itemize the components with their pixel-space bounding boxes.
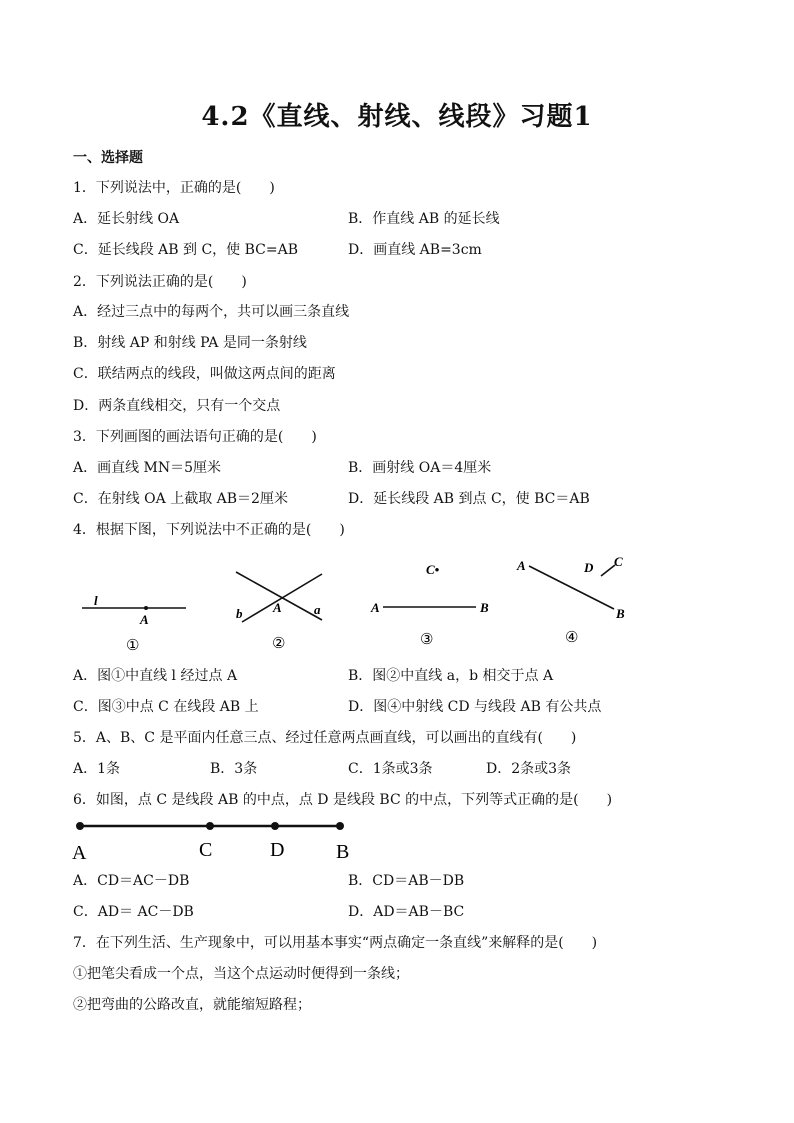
q7-stem: 7．在下列生活、生产现象中，可以用基本事实“两点确定一条直线”来解释的是( ) [73,935,598,951]
fig4-label-a: A [517,558,526,573]
fig2-label-a-point: A [273,600,282,615]
q3-option-a: A．画直线 MN＝5厘米 [73,460,222,476]
q6-option-a: A．CD＝AC－DB [73,873,190,889]
q1-option-b: B．作直线 AB 的延长线 [348,211,500,227]
q4-option-c: C．图③中点 C 在线段 AB 上 [73,699,259,715]
fig3-label-b: B [480,600,489,615]
fig4-ray-cd [601,565,615,576]
q4-figure-4 [516,554,625,646]
q6-label-a: A [72,842,87,864]
page-title: 4.2《直线、射线、线段》习题1 [201,102,593,132]
q6-label-c: C [199,839,213,861]
q4-figures [70,552,670,662]
q6-point-d [271,822,279,830]
q6-point-b [336,822,344,830]
q7-statement-1: ①把笔尖看成一个点，当这个点运动时便得到一条线； [73,966,409,982]
q7-statement-2: ②把弯曲的公路改直，就能缩短路程； [73,997,311,1013]
fig1-label-a: A [140,612,149,627]
fig4-number: ④ [565,630,579,646]
q5-option-a: A．1条 [73,761,121,777]
q4-option-d: D．图④中射线 CD 与线段 AB 有公共点 [348,699,602,715]
fig3-label-c: C• [426,562,440,577]
q2-option-d: D．两条直线相交，只有一个交点 [73,398,281,414]
fig2-label-a-line: a [314,602,321,617]
q6-stem: 6．如图，点 C 是线段 AB 的中点，点 D 是线段 BC 的中点，下列等式正确的是( ) [73,792,613,808]
q6-point-a [76,822,84,830]
q2-option-b: B．射线 AP 和射线 PA 是同一条射线 [73,335,307,351]
fig4-label-d: D [584,560,594,575]
q4-option-b: B．图②中直线 a，b 相交于点 A [348,668,554,684]
q1-option-c: C．延长线段 AB 到 C，使 BC=AB [73,242,299,258]
section-heading: 一、选择题 [73,150,143,166]
q4-figure-2 [236,572,322,652]
q2-option-a: A．经过三点中的每两个，共可以画三条直线 [73,304,350,320]
q6-label-d: D [270,839,285,861]
fig2-label-b: b [236,606,243,621]
q5-option-b: B．3条 [210,761,258,777]
q3-option-b: B．画射线 OA＝4厘米 [348,460,492,476]
q2-stem: 2．下列说法正确的是( ) [73,274,247,290]
q4-option-a: A．图①中直线 l 经过点 A [73,668,238,684]
q1-stem: 1．下列说法中，正确的是( ) [73,180,275,196]
q4-figure-3 [370,562,489,648]
q4-stem: 4．根据下图，下列说法中不正确的是( ) [73,522,345,538]
q2-option-c: C．联结两点的线段，叫做这两点间的距离 [73,366,336,382]
fig2-number: ② [272,636,286,652]
q3-stem: 3．下列画图的画法语句正确的是( ) [73,429,317,445]
q6-point-c [206,822,214,830]
fig4-label-c: C [614,554,623,569]
fig4-segment-ab [529,566,614,609]
q5-option-d: D．2条或3条 [486,761,572,777]
q5-stem: 5．A、B、C 是平面内任意三点、经过任意两点画直线，可以画出的直线有( ) [73,730,577,746]
q6-option-c: C．AD＝ AC－DB [73,904,194,920]
q6-option-d: D．AD＝AB－BC [348,904,465,920]
q3-option-c: C．在射线 OA 上截取 AB＝2厘米 [73,491,288,507]
fig3-number: ③ [420,632,434,648]
fig1-label-l: l [94,593,98,608]
q5-option-c: C．1条或3条 [348,761,433,777]
q6-figure [68,815,368,865]
q3-option-d: D．延长线段 AB 到点 C，使 BC＝AB [348,491,590,507]
q6-option-b: B．CD＝AB－DB [348,873,465,889]
fig1-number: ① [126,638,140,654]
q4-figure-1 [82,593,186,654]
fig3-label-a: A [371,600,380,615]
q1-option-d: D．画直线 AB=3cm [348,242,482,258]
fig1-point-a [144,606,148,610]
fig4-label-b: B [616,606,625,621]
q6-label-b: B [336,841,350,863]
q1-option-a: A．延长射线 OA [73,211,180,227]
